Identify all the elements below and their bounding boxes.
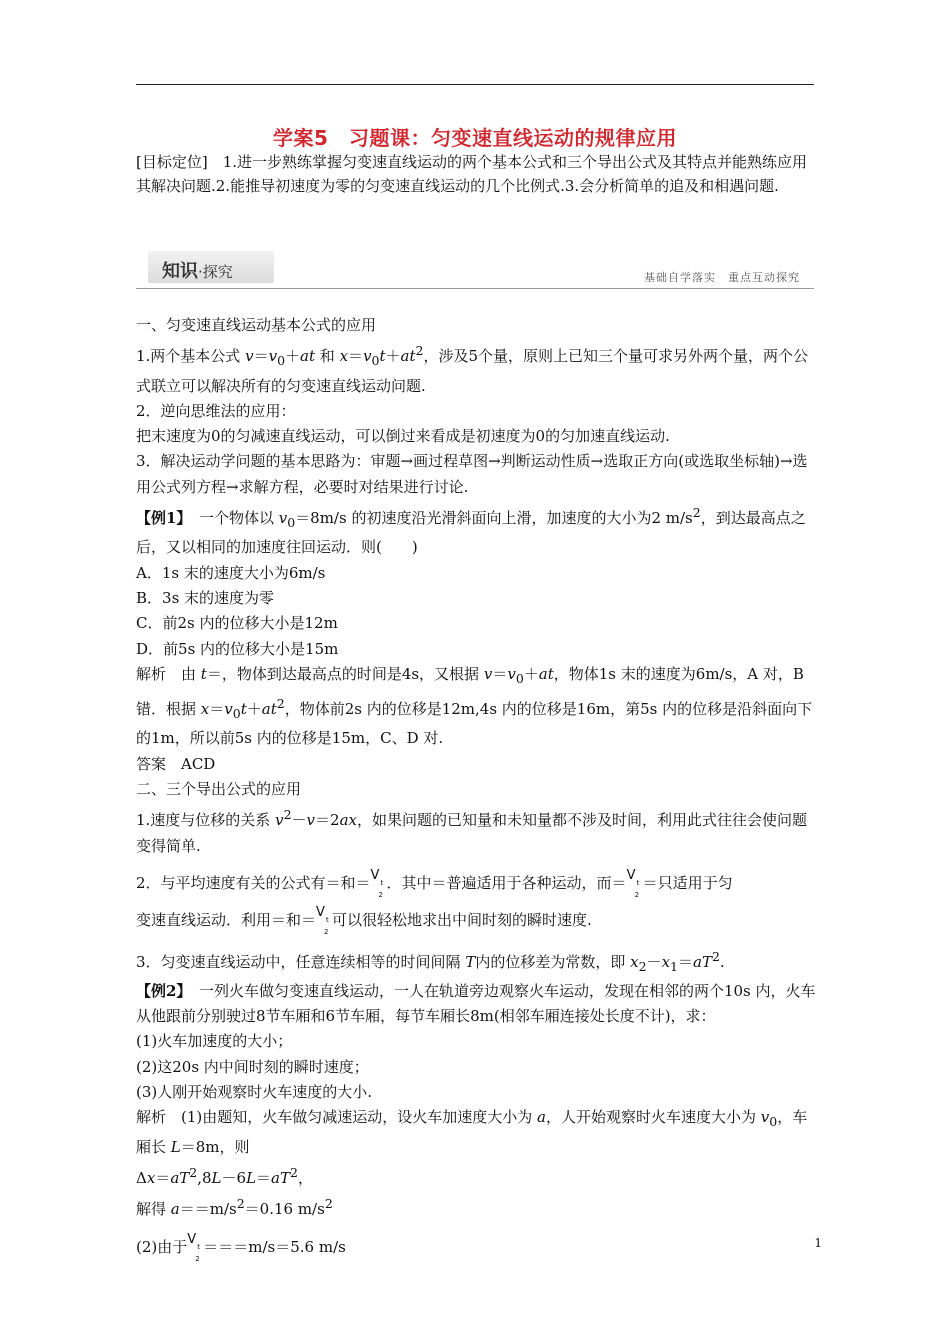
banner-tagline: 基础自学落实 重点互动探究 xyxy=(644,271,800,284)
section1-item2-body: 把末速度为0的匀减速直线运动，可以倒过来看成是初速度为0的匀加速直线运动. xyxy=(136,427,670,446)
section2-item2: 2．与平均速度有关的公式有＝和＝ V t 2 ．其中＝普遍适用于各种运动，而＝ V t 2 ＝只适用于匀 xyxy=(136,867,733,899)
section2-item2-cont: 变速直线运动．利用＝和＝ V t 2 可以很轻松地求出中间时刻的瞬时速度. xyxy=(136,905,592,937)
example1-question: 【例1】 一个物体以 $v_0=8m/s$ 的初速度沿光滑斜面向上滑，加速度的大小为2 $m/s^2$，到达最高点之后，又以相同的加速度往回运动．则( ) xyxy=(136,505,806,557)
section1-item2-head: 2．逆向思维法的应用： xyxy=(136,401,296,420)
page-number: 1 xyxy=(814,1236,822,1250)
option-c: C．前2s 内的位移大小是12m xyxy=(136,614,338,633)
banner-title xyxy=(162,257,233,283)
banner-main-text: 知识 xyxy=(162,261,198,282)
section1-item3: 3．解决运动学问题的基本思路为：审题→画过程草图→判断运动性质→选取正方向(或选取坐标轴)→选用公式列方程→求解方程，必要时对结果进行讨论. xyxy=(136,452,808,496)
example2-question-2: (2)这20s 内中间时刻的瞬时速度； xyxy=(136,1057,369,1076)
example1-analysis: 解析 由 t＝，物体到达最高点的时间是4s，又根据 $v=v_0+at$，物体1s 末的速度为6m/s，A 对，B 错．根据 $x=v_0t+at^2$，物体前2s 内的位移是12m,4s 内的位移是16m，第5s 内的位移是沿斜面向下的1m，所以前5s 内的位移是15m，C、D 对. xyxy=(136,664,813,748)
section2-item3: 3．匀变速直线运动中，任意连续相等的时间间隔 T内的位移差为常数，即 $x_2-x_1=aT^2$. xyxy=(136,948,725,974)
header-rule xyxy=(136,84,814,85)
option-b: B．3s 末的速度为零 xyxy=(136,588,275,607)
v-half-t-symbol: V t 2 xyxy=(187,1231,200,1263)
example2-equation-1: $\Delta x=aT^2,8L-6L=aT^2$， xyxy=(136,1164,313,1187)
example1-answer: 答案 ACD xyxy=(136,754,216,773)
example2-equation-3: (2)由于 V t 2 ＝＝＝m/s＝5.6 m/s xyxy=(136,1231,346,1263)
section1-heading: 一、匀变速直线运动基本公式的应用 xyxy=(136,316,377,334)
page-title: 学案5 习题课：匀变速直线运动的规律应用 xyxy=(273,126,677,150)
main-content xyxy=(136,313,816,1263)
v-half-t-symbol: V t 2 xyxy=(626,867,640,899)
learning-objectives: [目标定位] 1.进一步熟练掌握匀变速直线运动的两个基本公式和三个导出公式及其特点并能熟练应用其解决问题.2.能推导初速度为零的匀变速直线运动的几个比例式.3.会分析简单的追及和相遇问题. xyxy=(136,153,808,195)
option-a: A．1s 末的速度大小为6m/s xyxy=(136,563,326,582)
banner-rule xyxy=(136,288,814,289)
banner-sub-text: ·探究 xyxy=(198,263,233,281)
example2-equation-2: 解得 $a==m/s^2=0.16$ $m/s^2$ xyxy=(136,1196,333,1219)
section2-heading: 二、三个导出公式的应用 xyxy=(136,780,302,799)
v-half-t-symbol: V t 2 xyxy=(370,867,384,899)
option-d: D．前5s 内的位移大小是15m xyxy=(136,639,339,658)
v-half-t-symbol: V t 2 xyxy=(316,905,329,937)
section2-item1: 1.速度与位移的关系 $v^2-v=2ax$，如果问题的已知量和未知量都不涉及时间，利用此式往往会使问题变得简单. xyxy=(136,807,807,855)
example2-analysis: 解析 (1)由题知，火车做匀减速运动，设火车加速度大小为 a，人开始观察时火车速度大小为 $v_0$，车厢长 L＝8m，则 xyxy=(136,1108,808,1156)
example2-question: 【例2】 一列火车做匀变速直线运动，一人在轨道旁边观察火车运动，发现在相邻的两个10s 内，火车从他跟前分别驶过8节车厢和6节车厢，每节车厢长8m(相邻车厢连接处长度不计)，求： xyxy=(136,981,816,1026)
section-banner xyxy=(136,245,814,289)
example2-question-3: (3)人刚开始观察时火车速度的大小. xyxy=(136,1083,373,1102)
example2-question-1: (1)火车加速度的大小； xyxy=(136,1032,293,1051)
section1-item1: 1.两个基本公式 $v=v_0+at$ 和 $x=v_0t+at^2$，涉及5个量，原则上已知三个量可求另外两个量，两个公式联立可以解决所有的匀变速直线运动问题. xyxy=(136,343,809,395)
